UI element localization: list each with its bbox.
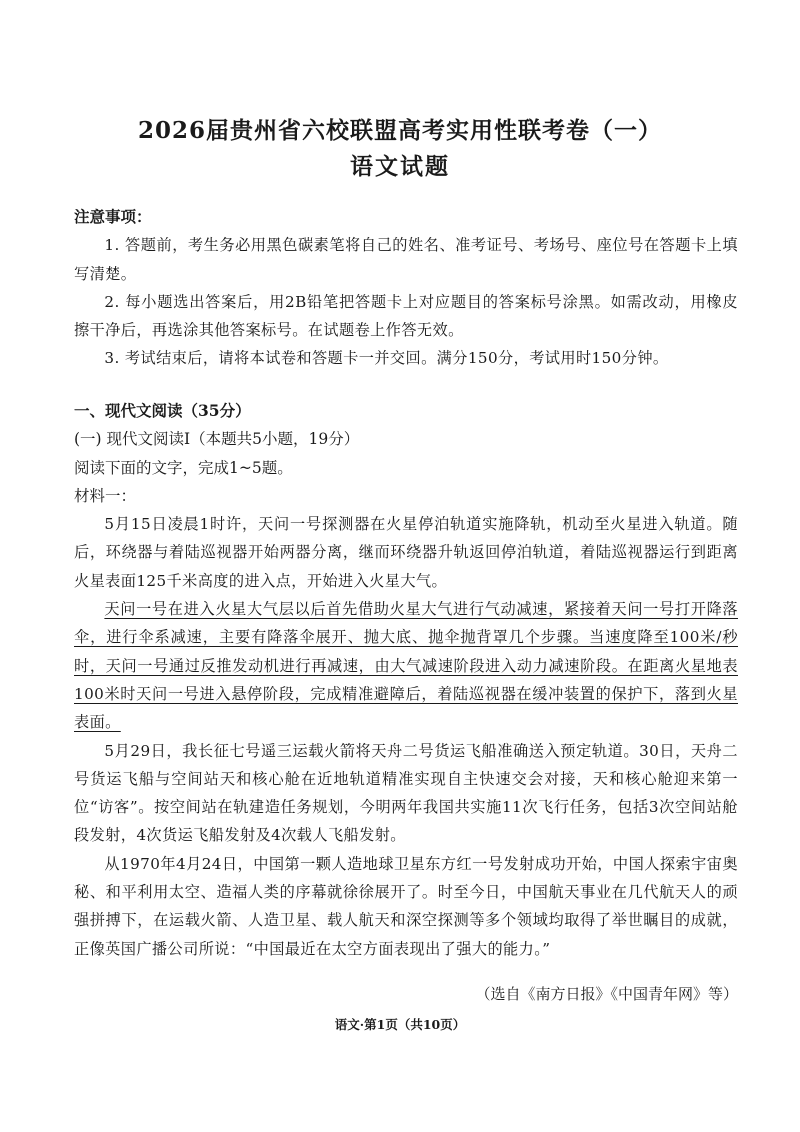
- passage-paragraph-1: 5月15日凌晨1时许，天问一号探测器在火星停泊轨道实施降轨，机动至火星进入轨道。随后，环绕器与着陆巡视器开始两器分离，继而环绕器升轨返回停泊轨道，着陆巡视器运行到距离火星表面125千米高度的进入点，开始进入火星大气。: [74, 515, 738, 590]
- notice-heading: 注意事项：: [74, 207, 152, 226]
- notice-item-1: 1. 答题前，考生务必用黑色碳素笔将自己的姓名、准考证号、考场号、座位号在答题卡上填写清楚。: [74, 236, 738, 283]
- passage-paragraph-3: 5月29日，我长征七号遥三运载火箭将天舟二号货运飞船准确送入预定轨道。30日，天舟二号货运飞船与空间站天和核心舱在近地轨道精准实现自主快速交会对接，天和核心舱迎来第一位“访客”。按空间站在轨建造任务规划，今明两年我国共实施11次飞行任务，包括3次空间站舱段发射，4次货运飞船发射及4次载人飞船发射。: [74, 741, 738, 845]
- section-title: 一、现代文阅读（35分）: [74, 401, 251, 420]
- exam-title: 2026届贵州省六校联盟高考实用性联考卷（一）: [137, 117, 662, 144]
- reading-section: [74, 397, 738, 963]
- passage-source: （选自《南方日报》《中国青年网》等）: [475, 985, 738, 1003]
- notice-section: [74, 203, 738, 373]
- notice-item-3: 3. 考试结束后，请将本试卷和答题卡一并交回。满分150分，考试用时150分钟。: [104, 349, 669, 368]
- underlined-passage: 天问一号在进入火星大气层以后首先借助火星大气进行气动减速，紧接着天问一号打开降落伞，进行伞系减速，主要有降落伞展开、抛大底、抛伞抛背罩几个步骤。当速度降至100米/秒时，天问一号通过反推发动机进行再减速，由大气减速阶段进入动力减速阶段。在距离火星地表100米时天问一号进入悬停阶段，完成精准避障后，着陆巡视器在缓冲装置的保护下，落到火星表面。: [74, 600, 738, 732]
- section-subtitle: (一) 现代文阅读Ⅰ（本题共5小题，19分）: [74, 430, 360, 449]
- section-instruction: 阅读下面的文字，完成1~5题。: [74, 458, 293, 477]
- material-label: 材料一：: [74, 486, 137, 505]
- page-footer: 语文·第1页（共10页）: [334, 1017, 466, 1032]
- passage-paragraph-4: 从1970年4月24日，中国第一颗人造地球卫星东方红一号发射成功开始，中国人探索宇宙奥秘、和平利用太空、造福人类的序幕就徐徐展开了。时至今日，中国航天事业在几代航天人的顽强拼搏下，在运载火箭、人造卫星、载人航天和深空探测等多个领域均取得了举世瞩目的成就，正像英国广播公司所说：“中国最近在太空方面表现出了强大的能力。”: [74, 854, 738, 958]
- exam-subtitle: 语文试题: [350, 153, 450, 180]
- notice-item-2: 2. 每小题选出答案后，用2B铅笔把答题卡上对应题目的答案标号涂黑。如需改动，用橡皮擦干净后，再选涂其他答案标号。在试题卷上作答无效。: [74, 292, 738, 340]
- passage-paragraph-2: [74, 595, 738, 736]
